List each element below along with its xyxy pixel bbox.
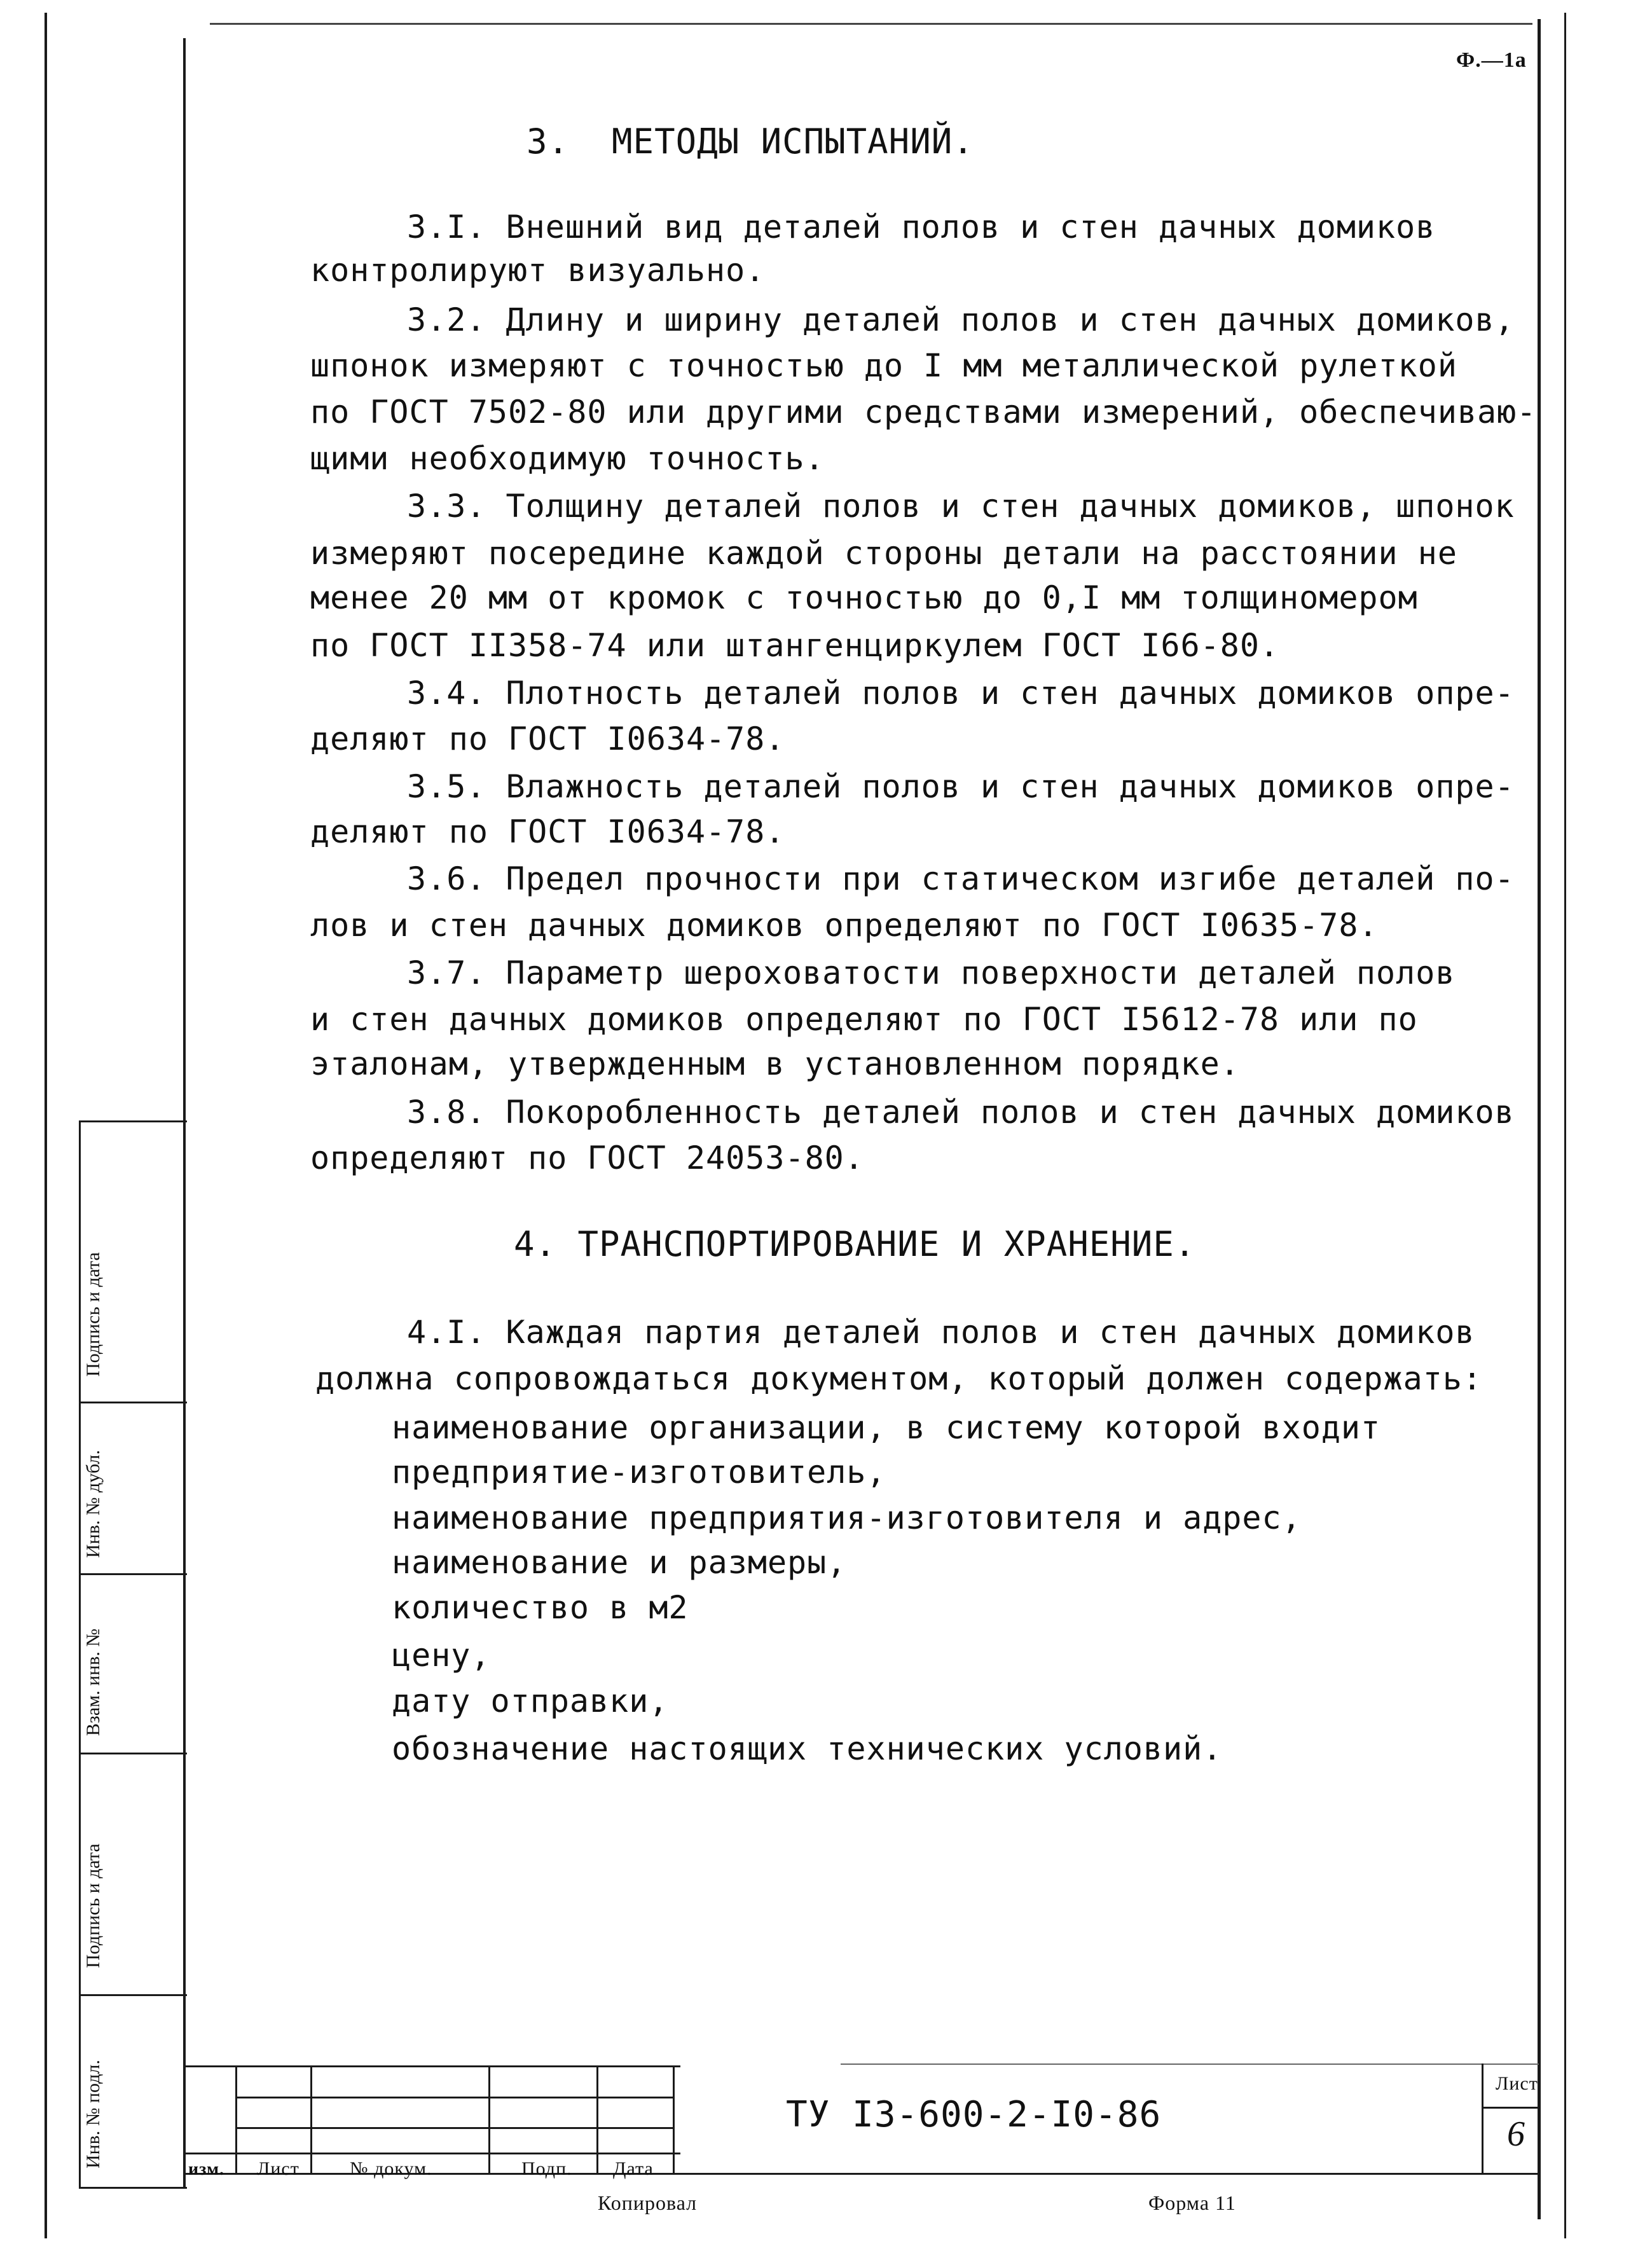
sheet-label: Лист <box>1496 2073 1538 2094</box>
text-line: эталонам, утвержденным в установленном порядке. <box>310 1045 1240 1082</box>
text-line: деляют по ГОСТ I0634-78. <box>310 813 785 850</box>
text-line: щими необходимую точность. <box>310 440 825 477</box>
side-label-podpis-data-lower: Подпись и дата <box>83 1843 104 1968</box>
right-outer-border <box>1564 13 1566 2238</box>
side-label-inv-dubl: Инв. № дубл. <box>83 1450 104 1558</box>
text-line: по ГОСТ II358-74 или штангенциркулем ГОСТ I66-80. <box>310 627 1280 664</box>
footer-form: Форма 11 <box>1148 2191 1236 2214</box>
col-doc-number: № докум. <box>350 2158 432 2179</box>
list-item: дату отправки, <box>392 1683 669 1719</box>
list-item: цену, <box>392 1637 491 1674</box>
col-data: Дата <box>613 2158 654 2179</box>
text-line: 3.8. Покоробленность деталей полов и стен дачных домиков <box>407 1094 1515 1131</box>
text-line: 3.4. Плотность деталей полов и стен дачных домиков опре- <box>407 675 1515 712</box>
top-border <box>210 23 1532 25</box>
text-line: 4.I. Каждая партия деталей полов и стен дачных домиков <box>407 1314 1475 1351</box>
text-line: 3.6. Предел прочности при статическом изгибе деталей по- <box>407 860 1515 897</box>
list-item: количество в м2 <box>392 1589 689 1626</box>
list-item: наименование предприятия-изготовителя и адрес, <box>392 1499 1302 1536</box>
text-line: деляют по ГОСТ I0634-78. <box>310 720 785 757</box>
list-item: предприятие-изготовитель, <box>392 1454 886 1491</box>
section-4-heading: 4. ТРАНСПОРТИРОВАНИЕ И ХРАНЕНИЕ. <box>514 1224 1196 1264</box>
document-number: ТУ I3-600-2-I0-86 <box>786 2094 1162 2135</box>
text-line: и стен дачных домиков определяют по ГОСТ I5612-78 или по <box>310 1001 1418 1038</box>
section-3-heading: 3. МЕТОДЫ ИСПЫТАНИЙ. <box>527 121 974 162</box>
list-item: наименование организации, в систему которой входит <box>392 1409 1381 1446</box>
text-line: шпонок измеряют с точностью до I мм металлической рулеткой <box>310 347 1457 384</box>
text-line: контролируют визуально. <box>310 252 766 289</box>
text-line: менее 20 мм от кромок с точностью до 0,I мм толщиномером <box>310 579 1418 616</box>
right-border <box>1538 19 1541 2219</box>
text-line: 3.3. Толщину деталей полов и стен дачных домиков, шпонок <box>407 488 1515 525</box>
sheet-number: 6 <box>1507 2114 1525 2154</box>
text-line: лов и стен дачных домиков определяют по ГОСТ I0635-78. <box>310 907 1379 944</box>
text-line: по ГОСТ 7502-80 или другими средствами измерений, обеспечиваю- <box>310 394 1537 431</box>
col-izm: изм. <box>188 2160 225 2179</box>
side-label-podpis-data-upper: Подпись и дата <box>83 1252 104 1377</box>
footer-copied: Копировал <box>598 2191 698 2214</box>
col-podp: Подп. <box>521 2158 572 2179</box>
text-line: 3.7. Параметр шероховатости поверхности деталей полов <box>407 954 1456 991</box>
text-line: 3.2. Длину и ширину деталей полов и стен дачных домиков, <box>407 301 1515 338</box>
form-code: Ф.—1а <box>1456 48 1527 72</box>
text-line: определяют по ГОСТ 24053-80. <box>310 1140 864 1176</box>
text-line: измеряют посередине каждой стороны детали на расстоянии не <box>310 535 1457 572</box>
text-line: должна сопровождаться документом, который должен содержать: <box>315 1360 1483 1397</box>
text-line: 3.5. Влажность деталей полов и стен дачных домиков опре- <box>407 768 1515 805</box>
side-label-vzam-inv: Взам. инв. № <box>83 1628 104 1736</box>
left-outer-border <box>45 13 47 2238</box>
list-item: обозначение настоящих технических условий. <box>392 1730 1223 1767</box>
col-list: Лист <box>257 2158 299 2179</box>
side-label-inv-podl: Инв. № подл. <box>83 2060 104 2168</box>
list-item: наименование и размеры, <box>392 1544 847 1581</box>
text-line: 3.I. Внешний вид деталей полов и стен дачных домиков <box>407 209 1436 245</box>
